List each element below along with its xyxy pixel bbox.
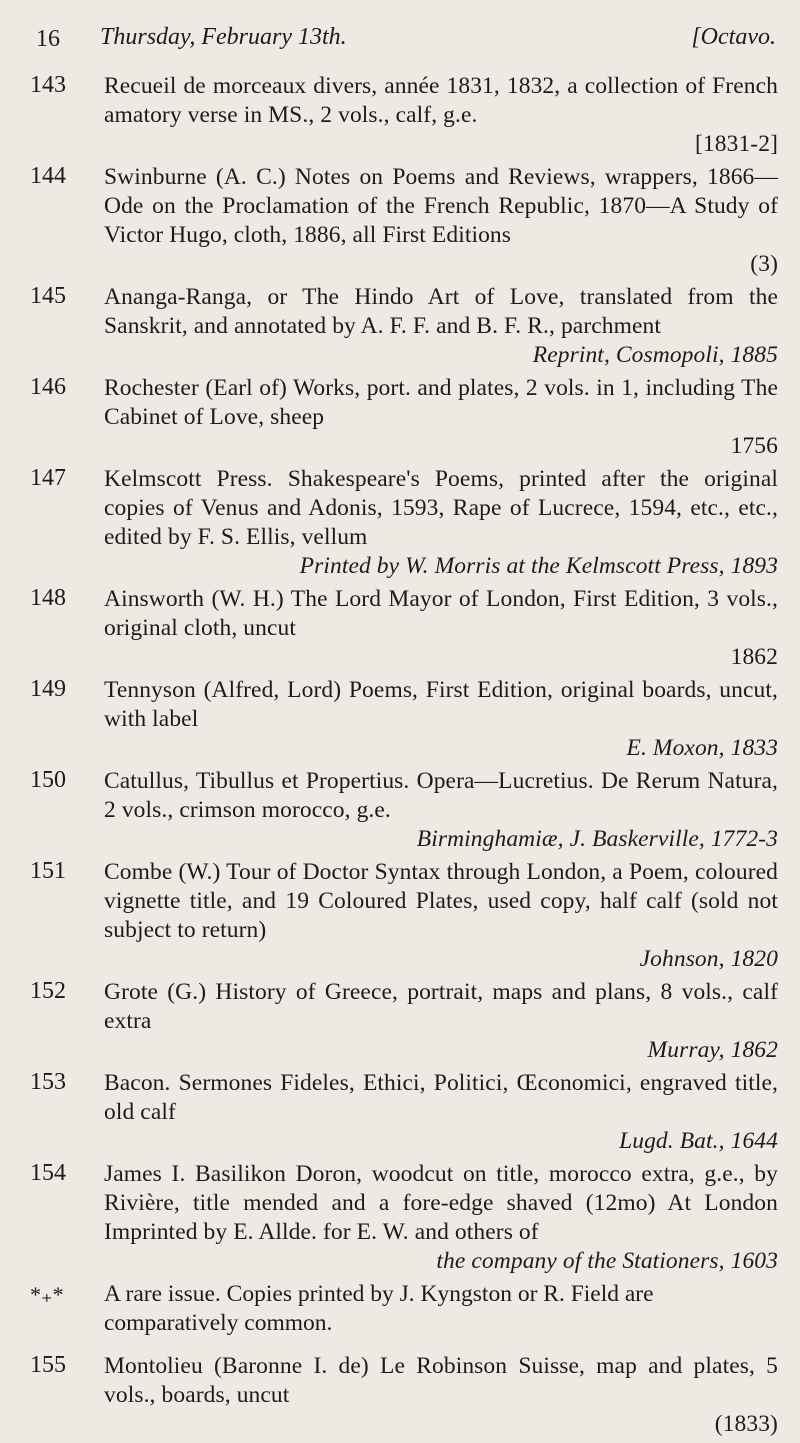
lot-description: Kelmscott Press. Shakespeare's Poems, printed after the original copies of Venus and Adonis, 1593, Rape of Lucrece, 1594, etc., etc., edited by F. S. Ellis, vellum xyxy=(104,466,778,550)
lot-entry xyxy=(0,585,800,672)
lot-entry xyxy=(0,283,800,370)
lot-number: 147 xyxy=(30,465,66,491)
lot-description: Bacon. Sermones Fideles, Ethici, Politici, Œconomici, engraved title, old calf xyxy=(104,1070,778,1125)
lot-imprint: (3) xyxy=(750,251,778,277)
footnote xyxy=(0,1280,800,1338)
lot-description: Montolieu (Baronne I. de) Le Robinson Suisse, map and plates, 5 vols., boards, uncut xyxy=(104,1353,778,1408)
lot-entry xyxy=(0,1069,800,1156)
lot-imprint: [1831-2] xyxy=(694,131,778,157)
footnote-text: A rare issue. Copies printed by J. Kyngston or R. Field are comparatively common. xyxy=(104,1281,654,1336)
lot-number: 154 xyxy=(30,1160,66,1186)
lot-entry xyxy=(0,163,800,279)
lot-description: Grote (G.) History of Greece, portrait, maps and plans, 8 vols., calf extra xyxy=(104,979,778,1034)
footnote-mark: *₊* xyxy=(30,1282,64,1307)
lot-entry xyxy=(0,72,800,159)
lot-description: Ananga-Ranga, or The Hindo Art of Love, translated from the Sanskrit, and annotated by A. F. F. and B. F. R., parchment xyxy=(104,284,778,339)
lot-entry xyxy=(0,676,800,763)
lot-imprint: E. Moxon, 1833 xyxy=(626,735,778,761)
lot-description: James I. Basilikon Doron, woodcut on title, morocco extra, g.e., by Rivière, title mended and a fore-edge shaved (12mo) At London Imprinted by E. Allde. for E. W. and others of xyxy=(104,1161,778,1245)
lot-description: Recueil de morceaux divers, année 1831, 1832, a collection of French amatory verse in MS., 2 vols., calf, g.e. xyxy=(104,73,778,128)
lot-number: 144 xyxy=(30,163,66,189)
lot-number: 146 xyxy=(30,374,66,400)
lot-imprint: 1756 xyxy=(730,433,778,459)
lot-imprint: Murray, 1862 xyxy=(647,1037,778,1063)
lot-imprint: (1833) xyxy=(714,1411,778,1437)
lot-number: 143 xyxy=(30,72,66,98)
lot-number: 153 xyxy=(30,1069,66,1095)
lot-description: Tennyson (Alfred, Lord) Poems, First Edition, original boards, uncut, with label xyxy=(104,677,778,732)
page-number: 16 xyxy=(36,26,60,52)
lot-number: 155 xyxy=(30,1352,66,1378)
book-format: [Octavo. xyxy=(691,24,776,50)
lot-number: 145 xyxy=(30,283,66,309)
lot-description: Swinburne (A. C.) Notes on Poems and Reviews, wrappers, 1866—Ode on the Proclamation of the French Republic, 1870—A Study of Victor Hugo, cloth, 1886, all First Editions xyxy=(104,164,778,248)
lot-number: 149 xyxy=(30,676,66,702)
lot-imprint: Printed by W. Morris at the Kelmscott Press, 1893 xyxy=(299,553,778,579)
lot-imprint: 1862 xyxy=(730,644,778,670)
lot-imprint: Lugd. Bat., 1644 xyxy=(619,1128,778,1154)
lot-imprint: Johnson, 1820 xyxy=(639,946,778,972)
lot-number: 151 xyxy=(30,858,66,884)
page-header xyxy=(0,18,800,58)
lot-description: Catullus, Tibullus et Propertius. Opera—Lucretius. De Rerum Natura, 2 vols., crimson morocco, g.e. xyxy=(104,768,778,823)
lot-entry xyxy=(0,767,800,854)
lot-imprint: the company of the Stationers, 1603 xyxy=(436,1248,778,1274)
lot-entry xyxy=(0,858,800,974)
lot-entry xyxy=(0,1352,800,1439)
lot-description: Rochester (Earl of) Works, port. and plates, 2 vols. in 1, including The Cabinet of Love, sheep xyxy=(104,375,778,430)
lot-imprint: Reprint, Cosmopoli, 1885 xyxy=(532,342,778,368)
lot-description: Ainsworth (W. H.) The Lord Mayor of London, First Edition, 3 vols., original cloth, uncut xyxy=(104,586,778,641)
lot-imprint: Birminghamiæ, J. Baskerville, 1772-3 xyxy=(416,826,778,852)
lot-number: 148 xyxy=(30,585,66,611)
lot-entry xyxy=(0,374,800,461)
lot-entry xyxy=(0,978,800,1065)
lot-entry xyxy=(0,465,800,581)
lot-entry xyxy=(0,1160,800,1276)
lot-number: 152 xyxy=(30,978,66,1004)
lot-number: 150 xyxy=(30,767,66,793)
sale-date: Thursday, February 13th. xyxy=(100,24,347,50)
lot-description: Combe (W.) Tour of Doctor Syntax through London, a Poem, coloured vignette title, and 19 Coloured Plates, used copy, half calf (sold not subject to return) xyxy=(104,859,778,943)
lot-list xyxy=(0,72,800,1443)
